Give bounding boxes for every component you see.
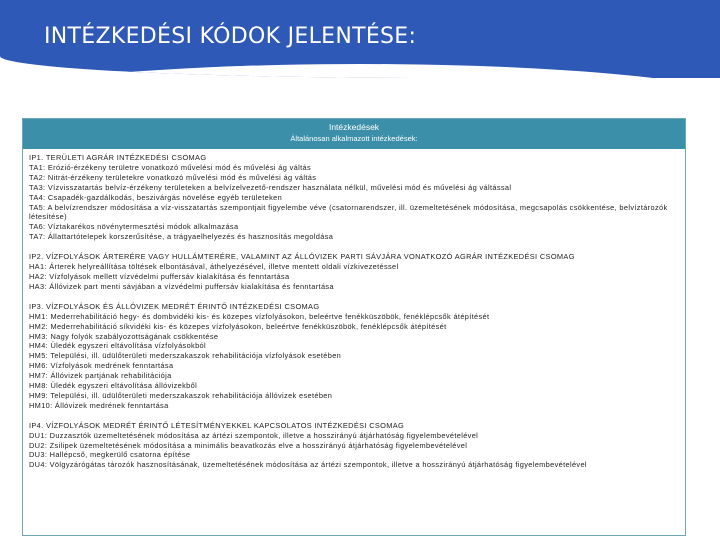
section-heading: IP3. VÍZFOLYÁSOK ÉS ÁLLÓVIZEK MEDRÉT ÉRINTŐ INTÉZKEDÉSI CSOMAG: [29, 301, 320, 311]
list-item: HM10: Állóvizek medrének fenntartása: [29, 400, 169, 410]
list-item: TA7: Állattartótelepek korszerűsítése, a trágyaelhelyezés és hasznosítás megoldása: [29, 232, 334, 242]
section-heading: IP1. TERÜLETI AGRÁR INTÉZKEDÉSI CSOMAG: [29, 153, 207, 162]
list-item: HA3: Állóvizek part menti sávjában a vízvédelmi puffersáv kialakítása és fenntartása: [29, 281, 334, 291]
list-item: HM3: Nagy folyók szabályozottságának csökkentése: [29, 331, 219, 341]
section-ip1: [29, 153, 679, 242]
section-heading: IP2. VÍZFOLYÁSOK ÁRTERÉRE VAGY HULLÁMTERÉRE, VALAMINT AZ ÁLLÓVIZEK PARTI SÁVJÁRA VONATKOZÓ AGRÁR INTÉZKEDÉSI CSOMAG: [29, 252, 575, 262]
list-item: DU3: Hallépcső, megkerülő csatorna építése: [29, 450, 191, 460]
table-header-subtitle: Általánosan alkalmazott intézkedések:: [290, 134, 418, 143]
list-item: HA2: Vízfolyások mellett vízvédelmi puffersáv kialakítása és fenntartása: [29, 271, 290, 281]
list-item: TA6: Víztakarékos növénytermesztési módok alkalmazása: [29, 222, 239, 232]
list-item: DU1: Duzzasztók üzemeltetésének módosítása az ártézi szempontok, illetve a hosszirányú átjárhatóság figyelembevételével: [29, 430, 479, 440]
list-item: HM1: Mederrehabilitáció hegy- és dombvidéki kis- és közepes vízfolyásokon, beleértve fenékküszöbök, fenéklépcsők átépítését: [29, 311, 490, 321]
table-header-title: Intézkedések: [328, 122, 380, 132]
section-ip3: [29, 302, 679, 411]
list-item: DU4: Völgyzárógátas tározók hasznosításának, üzemeltetésének módosítása az ártézi szempontok, illetve a hosszirányú átjárhatóság figyelembevételével: [29, 460, 587, 470]
list-item: TA5: A belvízrendszer módosítása a víz-visszatartás szempontjait figyelembe véve (csatornarendszer, ill. üzemeltetésének módosítása, megcsapolás csökkentése, belvíztározók létesítése): [29, 202, 668, 222]
list-item: HM7: Állóvizek partjának rehabilitációja: [29, 371, 172, 381]
list-item: HM8: Üledék egyszeri eltávolítása állóvizekből: [29, 381, 198, 391]
table-content: [23, 149, 685, 470]
list-item: HM2: Mederrehabilitáció síkvidéki kis- és közepes vízfolyásokon, beleértve fenékküszöbök, fenéklépcsők átépítését: [29, 321, 447, 331]
list-item: HM5: Települési, ill. üdülőterületi mederszakaszok rehabilitációja vízfolyások esetében: [29, 351, 342, 361]
list-item: DU2: Zsilipek üzemeltetésének módosítása a minimális beavatkozás elve a hosszirányú átjárhatóság figyelembevételével: [29, 440, 468, 450]
list-item: TA4: Csapadék-gazdálkodás, beszivárgás növelése egyéb területeken: [29, 192, 283, 202]
list-item: HM9: Települési, ill. üdülőterületi mederszakaszok rehabilitációja állóvizek esetében: [29, 390, 333, 400]
measures-table: [22, 118, 686, 536]
list-item: HA1: Árterek helyreállítása töltések elbontásával, áthelyezésével, illetve mentett oldali vízkivezetéssel: [29, 262, 399, 272]
list-item: TA3: Vízvisszatartás belvíz-érzékeny területeken a belvízelvezető-rendszer használata nélkül, művelési mód és művelési ág váltással: [29, 182, 512, 192]
list-item: HM6: Vízfolyások medrének fenntartása: [29, 361, 174, 371]
slide-title: INTÉZKEDÉSI KÓDOK JELENTÉSE:: [44, 24, 417, 49]
list-item: TA1: Erózió-érzékeny területre vonatkozó művelési mód és művelési ág váltás: [29, 162, 312, 172]
table-header: [23, 119, 685, 149]
section-ip2: [29, 252, 679, 292]
list-item: TA2: Nitrát-érzékeny területekre vonatkozó művelési mód és művelési ág váltás: [29, 172, 317, 182]
section-ip4: [29, 421, 679, 471]
list-item: HM4: Üledék egyszeri eltávolítása vízfolyásokból: [29, 341, 207, 351]
section-heading: IP4. VÍZFOLYÁSOK MEDRÉT ÉRINTŐ LÉTESÍTMÉNYEKKEL KAPCSOLATOS INTÉZKEDÉSI CSOMAG: [29, 420, 405, 430]
